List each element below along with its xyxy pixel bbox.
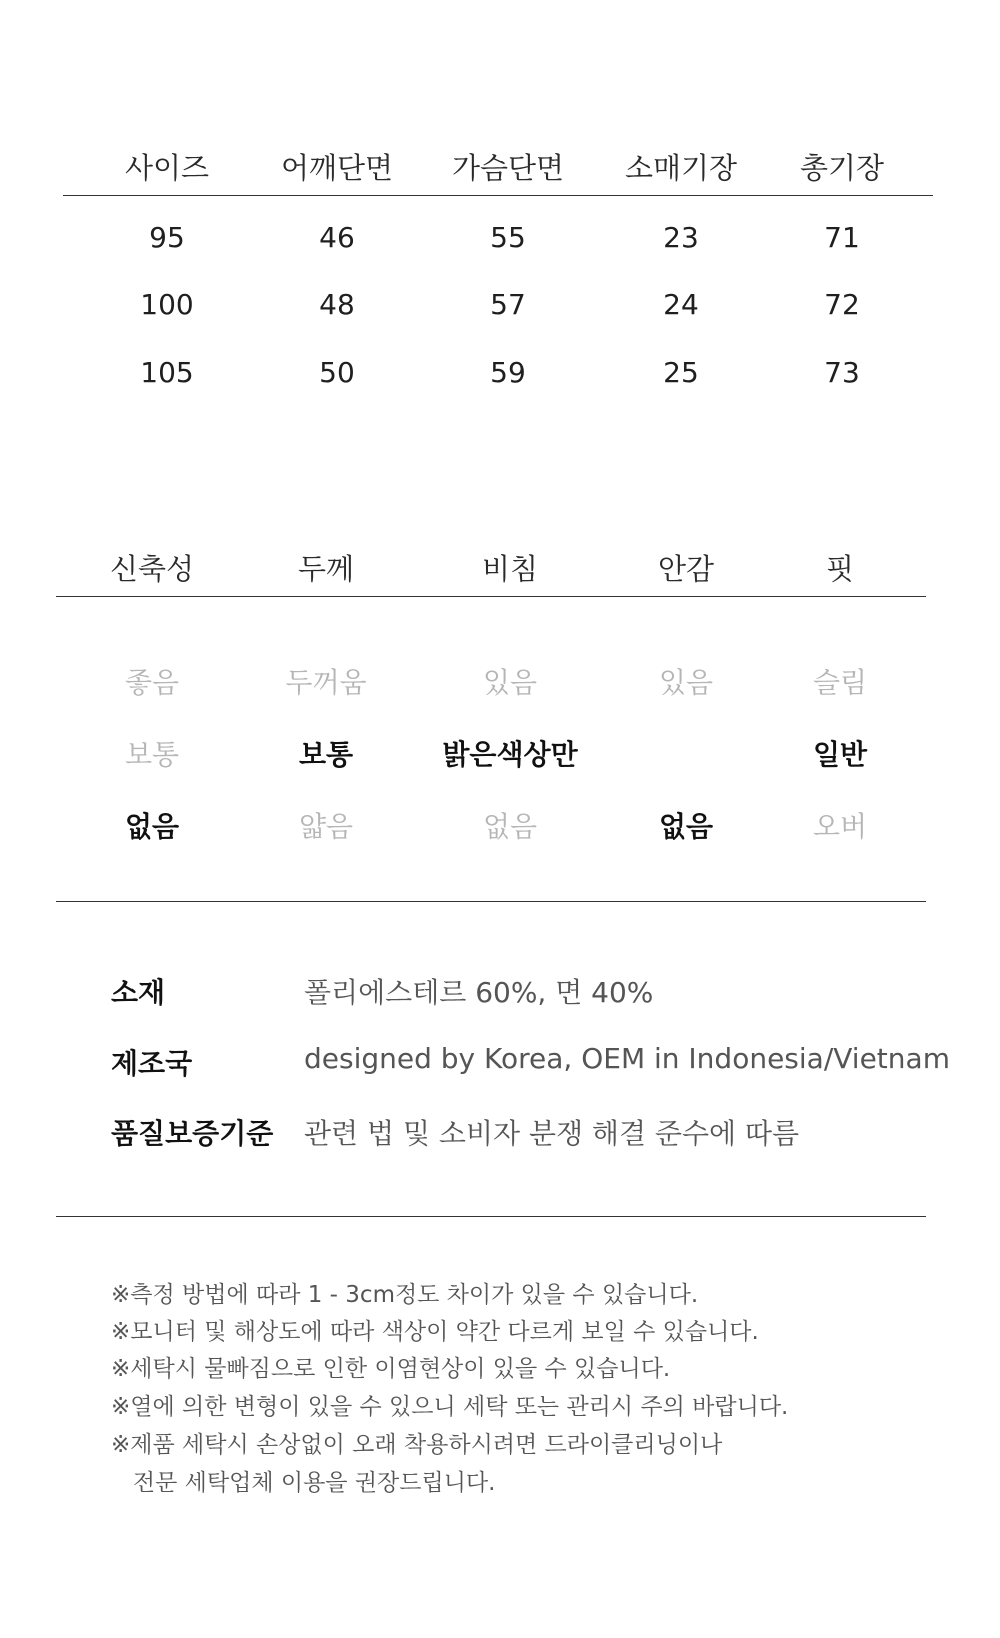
- size-header-sleeve: 소매기장: [624, 151, 738, 185]
- fabric-option: 오버: [812, 810, 868, 843]
- size-cell: 55: [490, 221, 526, 254]
- quality-guarantee-label: 품질보증기준: [111, 1117, 274, 1150]
- size-cell: 48: [319, 288, 355, 321]
- fabric-header-fit: 핏: [825, 552, 855, 586]
- size-cell: 50: [319, 356, 355, 389]
- note-line: 전문 세탁업체 이용을 권장드립니다.: [111, 1470, 496, 1496]
- fabric-table-divider: [56, 596, 926, 597]
- origin-label: 제조국: [111, 1047, 193, 1080]
- quality-guarantee-value: 관련 법 및 소비자 분쟁 해결 준수에 따름: [304, 1117, 800, 1150]
- fabric-option-selected: 밝은색상만: [442, 738, 578, 771]
- fabric-option-selected: 없음: [658, 810, 714, 843]
- section-divider: [56, 901, 926, 902]
- size-cell: 57: [490, 288, 526, 321]
- note-line: ※모니터 및 해상도에 따라 색상이 약간 다르게 보일 수 있습니다.: [111, 1319, 759, 1345]
- fabric-option: 좋음: [124, 666, 180, 699]
- material-value: 폴리에스테르 60%, 면 40%: [304, 976, 654, 1009]
- note-line: ※세탁시 물빠짐으로 인한 이염현상이 있을 수 있습니다.: [111, 1356, 671, 1382]
- size-cell: 23: [663, 221, 699, 254]
- material-label: 소재: [111, 976, 166, 1009]
- fabric-option: 있음: [482, 666, 538, 699]
- size-cell: 72: [824, 288, 860, 321]
- size-header-chest: 가슴단면: [451, 151, 565, 185]
- fabric-header-lining: 안감: [657, 552, 715, 586]
- size-cell: 24: [663, 288, 699, 321]
- fabric-header-sheerness: 비침: [481, 552, 539, 586]
- size-table-divider: [63, 195, 933, 196]
- fabric-option: 슬림: [812, 666, 868, 699]
- fabric-option: 있음: [658, 666, 714, 699]
- note-line: ※측정 방법에 따라 1 - 3cm정도 차이가 있을 수 있습니다.: [111, 1282, 699, 1308]
- size-cell: 73: [824, 356, 860, 389]
- size-cell: 25: [663, 356, 699, 389]
- fabric-option: 없음: [482, 810, 538, 843]
- note-line: ※열에 의한 변형이 있을 수 있으니 세탁 또는 관리시 주의 바랍니다.: [111, 1394, 789, 1420]
- size-header-size: 사이즈: [124, 151, 210, 185]
- fabric-header-thickness: 두께: [297, 552, 355, 586]
- section-divider: [56, 1216, 926, 1217]
- fabric-option: 보통: [124, 738, 180, 771]
- size-cell: 71: [824, 221, 860, 254]
- origin-value: designed by Korea, OEM in Indonesia/Vietnam: [304, 1042, 950, 1075]
- size-cell: 95: [149, 221, 185, 254]
- fabric-option: 얇음: [298, 810, 354, 843]
- fabric-header-stretch: 신축성: [109, 552, 195, 586]
- size-header-shoulder: 어깨단면: [280, 151, 394, 185]
- note-line: ※제품 세탁시 손상없이 오래 착용하시려면 드라이클리닝이나: [111, 1432, 723, 1458]
- size-cell: 100: [140, 288, 194, 321]
- fabric-option-selected: 보통: [298, 738, 354, 771]
- fabric-option: 두꺼움: [285, 666, 367, 699]
- fabric-option-selected: 일반: [812, 738, 868, 771]
- size-cell: 46: [319, 221, 355, 254]
- fabric-option-selected: 없음: [124, 810, 180, 843]
- size-header-length: 총기장: [799, 151, 885, 185]
- size-cell: 105: [140, 356, 194, 389]
- size-cell: 59: [490, 356, 526, 389]
